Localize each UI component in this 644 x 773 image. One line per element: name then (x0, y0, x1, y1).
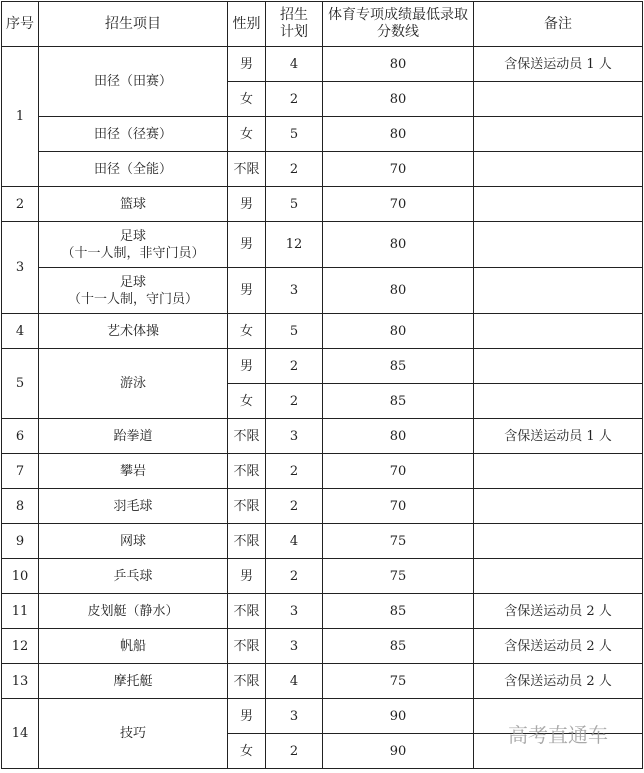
cell-plan: 4 (266, 47, 323, 82)
cell-note: 含保送运动员 1 人 (474, 419, 643, 454)
cell-sex: 男 (228, 699, 266, 734)
cell-score: 80 (323, 82, 474, 117)
cell-item-line2: （十一人制，非守门员） (61, 245, 205, 261)
cell-plan: 2 (266, 559, 323, 594)
table-row (2, 629, 643, 664)
cell-plan: 5 (266, 117, 323, 152)
cell-plan: 2 (266, 384, 323, 419)
cell-score: 90 (323, 734, 474, 769)
header-row (2, 2, 643, 47)
cell-plan: 2 (266, 152, 323, 187)
cell-sex: 男 (228, 349, 266, 384)
cell-item: 网球 (39, 524, 228, 559)
cell-note (474, 349, 643, 384)
cell-note (474, 268, 643, 314)
cell-note (474, 187, 643, 222)
cell-item: 田径（径赛） (39, 117, 228, 152)
cell-item (39, 222, 228, 268)
cell-no: 14 (2, 699, 39, 769)
cell-score: 75 (323, 559, 474, 594)
cell-note (474, 152, 643, 187)
table-row (2, 349, 643, 384)
table-row (2, 152, 643, 187)
cell-score: 85 (323, 594, 474, 629)
cell-no: 9 (2, 524, 39, 559)
cell-score: 85 (323, 349, 474, 384)
cell-score: 70 (323, 187, 474, 222)
cell-item-line1: 足球 (119, 228, 146, 244)
cell-item (39, 268, 228, 314)
cell-note: 含保送运动员 2 人 (474, 629, 643, 664)
cell-item-line2: （十一人制，守门员） (67, 291, 198, 307)
cell-sex: 男 (228, 47, 266, 82)
cell-note (474, 314, 643, 349)
cell-sex: 不限 (228, 152, 266, 187)
table-row (2, 419, 643, 454)
cell-item: 技巧 (39, 699, 228, 769)
cell-note (474, 222, 643, 268)
cell-plan: 3 (266, 699, 323, 734)
cell-item: 艺术体操 (39, 314, 228, 349)
cell-note (474, 559, 643, 594)
cell-sex: 男 (228, 187, 266, 222)
header-no: 序号 (2, 2, 39, 47)
table-row (2, 187, 643, 222)
cell-no: 6 (2, 419, 39, 454)
header-item: 招生项目 (39, 2, 228, 47)
cell-item: 田径（田赛） (39, 47, 228, 117)
table-row (2, 559, 643, 594)
cell-no: 10 (2, 559, 39, 594)
header-note: 备注 (474, 2, 643, 47)
cell-sex: 女 (228, 384, 266, 419)
cell-plan: 2 (266, 454, 323, 489)
cell-note (474, 489, 643, 524)
cell-score: 75 (323, 524, 474, 559)
header-plan-line2: 计划 (280, 24, 308, 40)
header-plan-line1: 招生 (280, 7, 308, 23)
table-row (2, 664, 643, 699)
table-row (2, 117, 643, 152)
cell-plan: 2 (266, 82, 323, 117)
cell-item: 游泳 (39, 349, 228, 419)
cell-plan: 3 (266, 419, 323, 454)
cell-item: 篮球 (39, 187, 228, 222)
cell-sex: 男 (228, 222, 266, 268)
cell-score: 70 (323, 454, 474, 489)
cell-note: 含保送运动员 2 人 (474, 594, 643, 629)
cell-no: 11 (2, 594, 39, 629)
cell-note (474, 82, 643, 117)
watermark-text: 高考直通车 (508, 723, 608, 747)
table-row (2, 524, 643, 559)
cell-score: 80 (323, 47, 474, 82)
cell-note (474, 524, 643, 559)
cell-plan: 2 (266, 349, 323, 384)
cell-plan: 2 (266, 734, 323, 769)
cell-no: 7 (2, 454, 39, 489)
table-row (2, 489, 643, 524)
header-sex: 性别 (228, 2, 266, 47)
cell-score: 80 (323, 419, 474, 454)
cell-no: 13 (2, 664, 39, 699)
cell-score: 70 (323, 152, 474, 187)
cell-plan: 3 (266, 268, 323, 314)
table-row (2, 594, 643, 629)
cell-plan: 12 (266, 222, 323, 268)
cell-item: 跆拳道 (39, 419, 228, 454)
cell-sex: 不限 (228, 454, 266, 489)
cell-plan: 3 (266, 594, 323, 629)
cell-no: 12 (2, 629, 39, 664)
cell-sex: 女 (228, 314, 266, 349)
cell-no: 3 (2, 222, 39, 314)
cell-note: 含保送运动员 1 人 (474, 47, 643, 82)
cell-score: 90 (323, 699, 474, 734)
cell-sex: 男 (228, 559, 266, 594)
cell-sex: 女 (228, 734, 266, 769)
cell-sex: 不限 (228, 664, 266, 699)
cell-item: 皮划艇（静水） (39, 594, 228, 629)
cell-score: 80 (323, 117, 474, 152)
cell-score: 85 (323, 384, 474, 419)
cell-sex: 不限 (228, 524, 266, 559)
cell-score: 85 (323, 629, 474, 664)
cell-note (474, 454, 643, 489)
cell-item-line1: 足球 (119, 274, 146, 290)
cell-score: 80 (323, 314, 474, 349)
cell-no: 2 (2, 187, 39, 222)
cell-item: 摩托艇 (39, 664, 228, 699)
cell-score: 80 (323, 222, 474, 268)
cell-sex: 不限 (228, 489, 266, 524)
cell-item: 乒乓球 (39, 559, 228, 594)
cell-item: 羽毛球 (39, 489, 228, 524)
table-row (2, 222, 643, 268)
cell-sex: 女 (228, 82, 266, 117)
cell-sex: 不限 (228, 419, 266, 454)
cell-score: 75 (323, 664, 474, 699)
cell-no: 5 (2, 349, 39, 419)
header-plan (266, 2, 323, 47)
table-row (2, 268, 643, 314)
admission-table (1, 1, 643, 769)
cell-sex: 不限 (228, 629, 266, 664)
table-row (2, 47, 643, 82)
cell-sex: 男 (228, 268, 266, 314)
cell-sex: 女 (228, 117, 266, 152)
table-row (2, 314, 643, 349)
cell-no: 4 (2, 314, 39, 349)
cell-plan: 3 (266, 629, 323, 664)
cell-no: 8 (2, 489, 39, 524)
cell-note (474, 117, 643, 152)
cell-plan: 4 (266, 664, 323, 699)
cell-no: 1 (2, 47, 39, 187)
cell-item: 攀岩 (39, 454, 228, 489)
cell-item: 田径（全能） (39, 152, 228, 187)
cell-plan: 5 (266, 187, 323, 222)
cell-sex: 不限 (228, 594, 266, 629)
cell-note (474, 384, 643, 419)
cell-score: 70 (323, 489, 474, 524)
cell-plan: 2 (266, 489, 323, 524)
cell-note: 含保送运动员 2 人 (474, 664, 643, 699)
cell-score: 80 (323, 268, 474, 314)
cell-plan: 5 (266, 314, 323, 349)
cell-item: 帆船 (39, 629, 228, 664)
table-row (2, 454, 643, 489)
header-score: 体育专项成绩最低录取分数线 (323, 2, 474, 47)
cell-plan: 4 (266, 524, 323, 559)
